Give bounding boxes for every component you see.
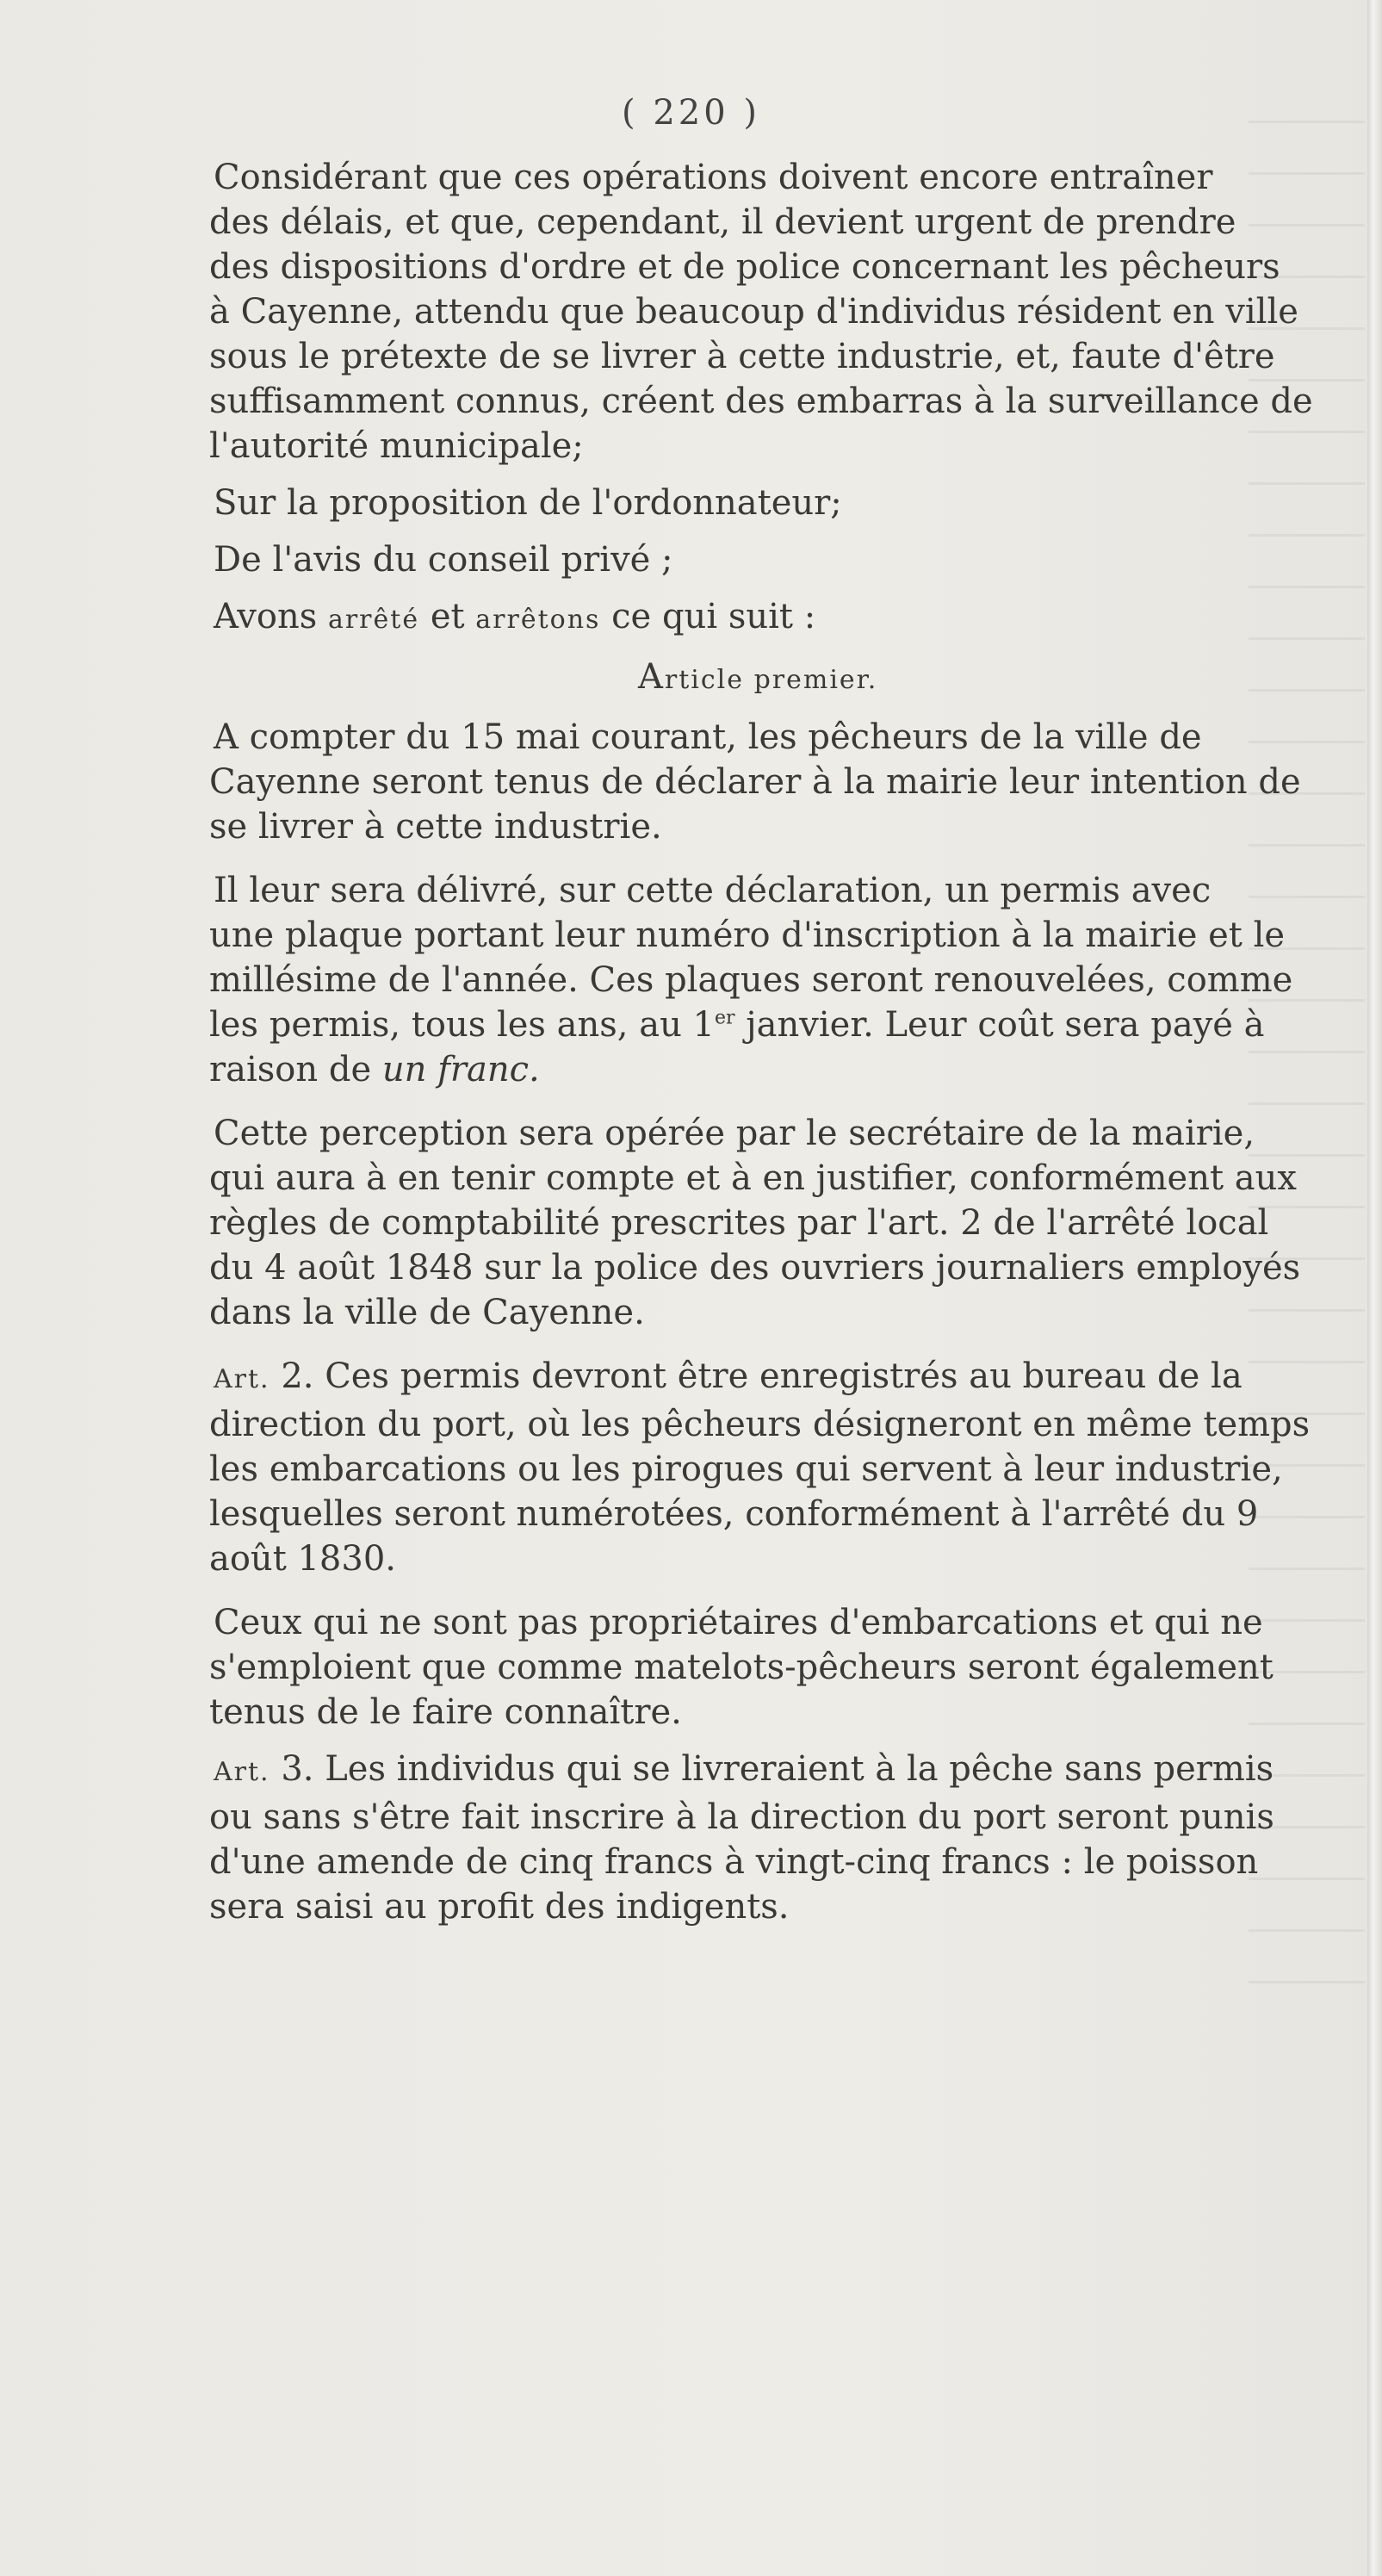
text-line: Cayenne seront tenus de déclarer à la mairie leur intention de	[209, 762, 1301, 802]
text-line: s'emploient que comme matelots-pêcheurs seront également	[209, 1648, 1274, 1687]
text-line: Cette perception sera opérée par le secrétaire de la mairie,	[214, 1114, 1255, 1153]
text-line: d'une amende de cinq francs à vingt-cinq francs : le poisson	[209, 1842, 1259, 1882]
text-line: les permis, tous les ans, au 1er janvier. Leur coût sera payé à	[209, 1005, 1265, 1045]
text-line: tenus de le faire connaître.	[209, 1692, 682, 1732]
paragraph-ceux	[209, 1600, 1380, 1735]
paragraph-article-2	[209, 1354, 1380, 1581]
text-line: l'autorité municipale;	[209, 426, 584, 466]
text-line: Art. 2. Ces permis devront être enregistrés au bureau de la	[214, 1356, 1243, 1396]
text-line: A compter du 15 mai courant, les pêcheurs de la ville de	[214, 717, 1202, 757]
text-line: dans la ville de Cayenne.	[209, 1293, 645, 1332]
text-line: direction du port, où les pêcheurs désigneront en même temps	[209, 1405, 1311, 1444]
paragraph-considerant	[209, 155, 1380, 469]
text-line: Art. 3. Les individus qui se livreraient à la pêche sans permis	[214, 1749, 1274, 1789]
paragraph-proposition	[209, 481, 1380, 525]
text-line: des délais, et que, cependant, il devient urgent de prendre	[209, 202, 1236, 242]
text-line: du 4 août 1848 sur la police des ouvriers journaliers employés	[209, 1248, 1301, 1288]
text-line: Il leur sera délivré, sur cette déclaration, un permis avec	[214, 871, 1212, 910]
article-heading: Article premier.	[638, 657, 878, 697]
paragraph-perception	[209, 1111, 1380, 1335]
text-line: ou sans s'être fait inscrire à la direction du port seront punis	[209, 1797, 1274, 1837]
text-line: millésime de l'année. Ces plaques seront renouvelées, comme	[209, 960, 1293, 1000]
text-line: se livrer à cette industrie.	[209, 807, 662, 847]
document-body	[209, 155, 1380, 1929]
paragraph-avons-arrete	[209, 594, 1380, 642]
text-line: août 1830.	[209, 1539, 396, 1579]
text-line: les embarcations ou les pirogues qui servent à leur industrie,	[209, 1449, 1283, 1489]
text-line: qui aura à en tenir compte et à en justifier, conformément aux	[209, 1158, 1297, 1198]
page-number: ( 220 )	[622, 93, 760, 133]
text-line: lesquelles seront numérotées, conformément à l'arrêté du 9	[209, 1494, 1259, 1534]
arrete-word: arrêté	[327, 605, 420, 635]
text-line: raison de un franc.	[209, 1050, 540, 1089]
ce-qui-suit: ce qui suit :	[611, 597, 816, 636]
paragraph-permis	[209, 868, 1380, 1092]
text-line: sous le prétexte de se livrer à cette industrie, et, faute d'être	[209, 337, 1275, 376]
paragraph-article-1	[209, 715, 1380, 849]
arretons-word: arrêtons	[475, 605, 601, 635]
text-line: règles de comptabilité prescrites par l'art. 2 de l'arrêté local	[209, 1203, 1269, 1243]
paragraph-avis	[209, 537, 1380, 582]
text-line: Sur la proposition de l'ordonnateur;	[214, 483, 842, 523]
text-line: des dispositions d'ordre et de police concernant les pêcheurs	[209, 247, 1280, 287]
paragraph-article-3	[209, 1747, 1380, 1929]
text-line: une plaque portant leur numéro d'inscription à la mairie et le	[209, 916, 1286, 955]
text-line: sera saisi au profit des indigents.	[209, 1887, 790, 1927]
text-line: suffisamment connus, créent des embarras à la surveillance de	[209, 382, 1313, 421]
avons-word: Avons	[214, 597, 318, 636]
et-word: et	[430, 597, 465, 636]
text-line: De l'avis du conseil privé ;	[214, 540, 673, 580]
text-line: Ceux qui ne sont pas propriétaires d'embarcations et qui ne	[214, 1603, 1263, 1642]
text-line: à Cayenne, attendu que beaucoup d'individus résident en ville	[209, 292, 1298, 332]
text-line: Considérant que ces opérations doivent encore entraîner	[214, 158, 1213, 197]
